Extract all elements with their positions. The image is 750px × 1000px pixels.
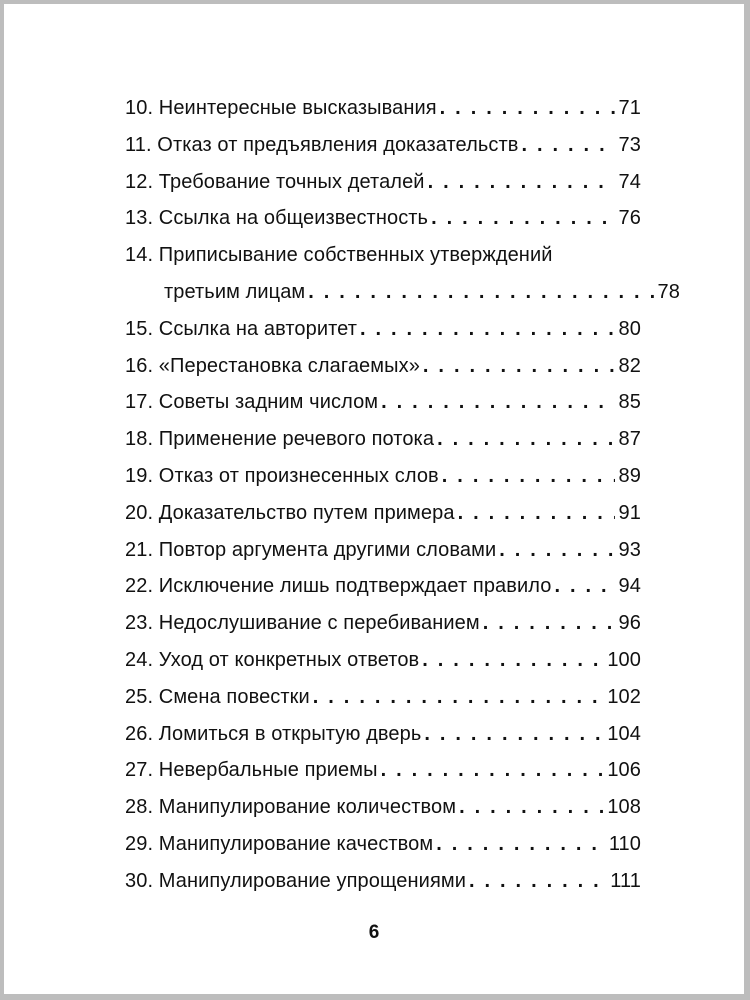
toc-entry: [125, 826, 641, 863]
toc-page-number: 78: [657, 280, 680, 303]
dot-leader: [483, 605, 615, 642]
toc-entry: [125, 863, 641, 900]
toc-page-number: 80: [618, 317, 641, 340]
toc-page-number: 94: [618, 575, 641, 598]
toc-page-number: 104: [607, 722, 641, 745]
dot-leader: [360, 311, 615, 348]
toc-entry-title: 20. Доказательство путем примера: [125, 501, 455, 524]
toc-page-number: 73: [618, 133, 641, 156]
dot-leader: [440, 90, 615, 127]
dot-leader: [436, 826, 605, 863]
dot-leader: [469, 863, 606, 900]
dot-leader: [499, 532, 614, 569]
toc-entry-title: 14. Приписывание собственных утверждений: [125, 244, 553, 267]
dot-leader: [381, 384, 614, 421]
toc-entry-title: 26. Ломиться в открытую дверь: [125, 722, 422, 745]
toc-entry: [125, 605, 641, 642]
toc-entry: [125, 90, 641, 127]
toc-entry: [125, 532, 641, 569]
toc-entry-title: 21. Повтор аргумента другими словами: [125, 538, 497, 561]
toc-entry: [125, 200, 641, 237]
toc-entry-title: 29. Манипулирование качеством: [125, 832, 434, 855]
toc-page-number: 74: [618, 170, 641, 193]
toc-page-number: 111: [610, 869, 641, 892]
toc-entry-title: 19. Отказ от произнесенных слов: [125, 464, 439, 487]
toc-entry: [125, 164, 641, 201]
dot-leader: [308, 274, 653, 311]
toc-entry: [125, 384, 641, 421]
toc-entry-title: 17. Советы задним числом: [125, 391, 379, 414]
toc-entry-title: 28. Манипулирование количеством: [125, 796, 457, 819]
toc-page-number: 93: [618, 538, 641, 561]
toc-entry-title-continuation: третьим лицам: [164, 280, 306, 303]
dot-leader: [458, 495, 615, 532]
toc-page-number: 100: [607, 648, 641, 671]
toc-page-number: 85: [618, 391, 641, 414]
dot-leader: [313, 679, 604, 716]
toc-page-number: 71: [618, 97, 641, 119]
toc-entry-title: 25. Смена повестки: [125, 685, 310, 708]
toc-entry: [125, 495, 641, 532]
toc-entry: [125, 237, 680, 311]
dot-leader: [459, 789, 603, 826]
toc-entry-title: 11. Отказ от предъявления доказательств: [125, 133, 519, 156]
toc-entry: [125, 716, 641, 753]
table-of-contents: [125, 90, 680, 900]
toc-page-number: 96: [618, 612, 641, 635]
toc-entry-title: 24. Уход от конкретных ответов: [125, 648, 420, 671]
toc-entry: [125, 421, 641, 458]
toc-entry: [125, 789, 641, 826]
toc-entry: [125, 642, 641, 679]
toc-entry: [125, 679, 641, 716]
toc-page-number: 106: [607, 759, 641, 782]
toc-page-number: 91: [618, 501, 641, 524]
dot-leader: [522, 127, 615, 164]
toc-entry: [125, 311, 641, 348]
toc-entry-title: 22. Исключение лишь подтверждает правило: [125, 575, 552, 598]
toc-entry-title: 16. «Перестановка слагаемых»: [125, 354, 420, 377]
dot-leader: [442, 458, 615, 495]
dot-leader: [381, 752, 604, 789]
page-number-footer: 6: [368, 922, 380, 943]
toc-entry-title: 12. Требование точных деталей: [125, 170, 425, 193]
dot-leader: [424, 716, 603, 753]
toc-entry: [125, 458, 641, 495]
toc-page-number: 87: [618, 428, 641, 451]
dot-leader: [422, 642, 603, 679]
toc-page-number: 82: [618, 354, 641, 377]
dot-leader: [431, 200, 614, 237]
toc-entry-title: 27. Невербальные приемы: [125, 759, 378, 782]
toc-entry-title: 18. Применение речевого потока: [125, 428, 435, 451]
toc-entry: [125, 348, 641, 385]
toc-page-number: 102: [607, 685, 641, 708]
toc-page-number: 76: [618, 207, 641, 230]
dot-leader: [555, 568, 615, 605]
toc-entry-title: 23. Недослушивание с перебиванием: [125, 612, 480, 635]
dot-leader: [428, 164, 615, 201]
toc-entry-title: 30. Манипулирование упрощениями: [125, 869, 467, 892]
toc-entry-title: 13. Ссылка на общеизвестность: [125, 207, 429, 230]
toc-entry: [125, 568, 641, 605]
book-page: [4, 4, 744, 994]
toc-page-number: 108: [607, 796, 641, 819]
toc-entry-title: 10. Неинтересные высказывания: [125, 97, 437, 119]
toc-entry: [125, 752, 641, 789]
toc-entry-title: 15. Ссылка на авторитет: [125, 317, 357, 340]
dot-leader: [437, 421, 614, 458]
toc-entry: [125, 127, 641, 164]
dot-leader: [423, 348, 615, 385]
toc-page-number: 110: [608, 832, 641, 855]
toc-page-number: 89: [618, 464, 641, 487]
